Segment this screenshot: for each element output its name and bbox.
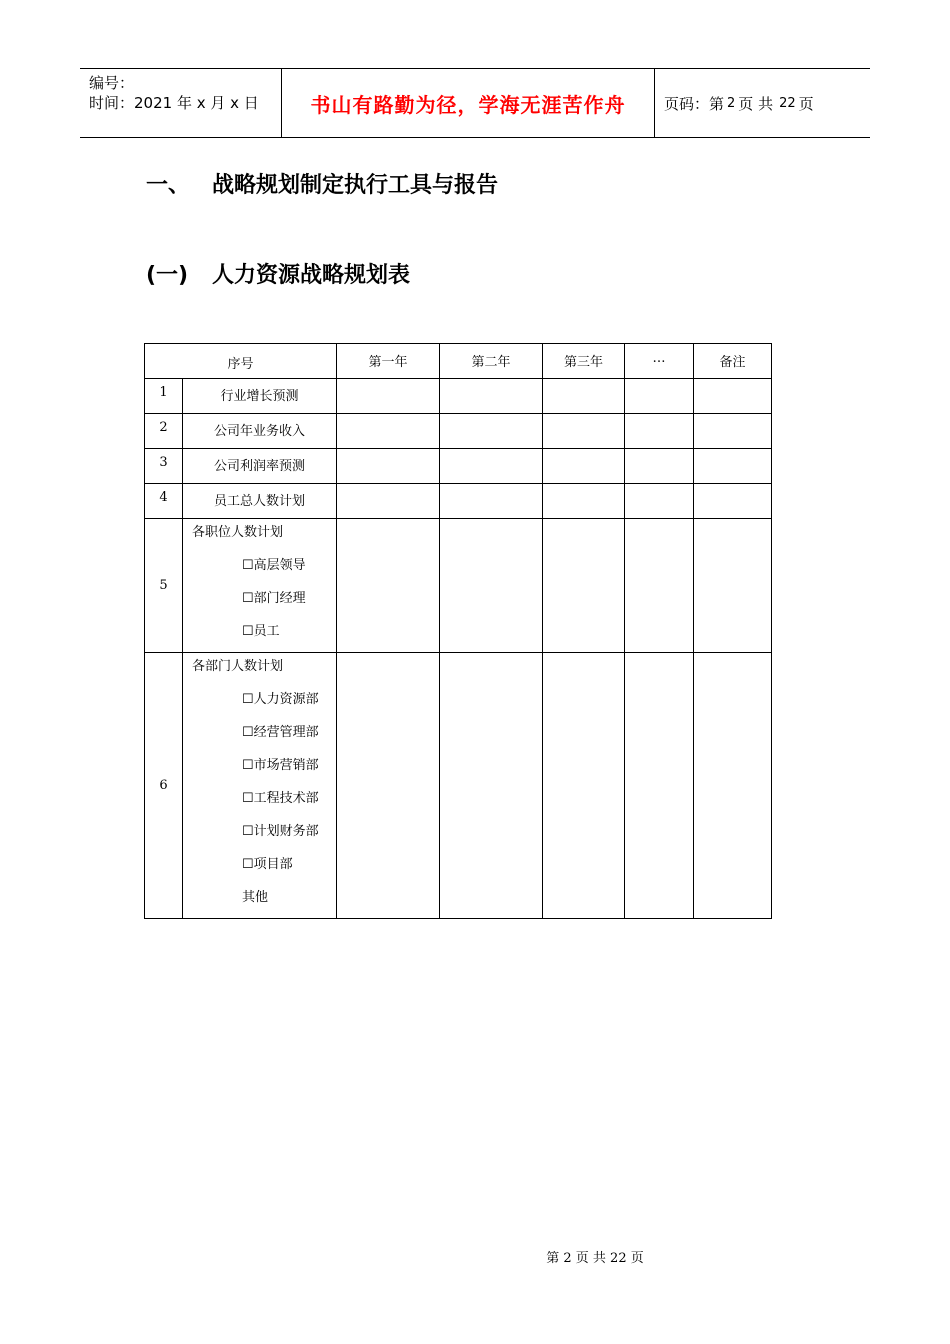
table-row-group [145,653,772,919]
header-divider [654,69,655,137]
table-row-group [145,519,772,653]
table-header-row [145,344,772,379]
subsection-heading [146,258,410,289]
cell-year1[interactable] [337,519,440,653]
checkbox-item[interactable]: ☐员工 [242,624,280,639]
cell-year1[interactable] [337,484,440,519]
group-title: 各职位人数计划 [192,525,284,540]
table-row [145,449,772,484]
cell-remarks[interactable] [694,379,772,414]
cell-year3[interactable] [543,653,625,919]
row-item: 公司年业务收入 [183,414,337,449]
header-cell-seq: 序号 [145,344,337,379]
row-number: 2 [145,414,183,449]
checkbox-item[interactable]: ☐部门经理 [242,591,306,606]
header-cell-ellipsis: … [625,344,694,379]
cell-year2[interactable] [440,379,543,414]
checkbox-item[interactable]: ☐经营管理部 [242,725,319,740]
row-number: 6 [145,653,183,919]
cell-more[interactable] [625,484,694,519]
header-cell-remarks: 备注 [694,344,772,379]
cell-more[interactable] [625,414,694,449]
cell-year3[interactable] [543,519,625,653]
row-item: 公司利润率预测 [183,449,337,484]
checkbox-item[interactable]: ☐人力资源部 [242,692,319,707]
cell-year2[interactable] [440,519,543,653]
cell-remarks[interactable] [694,653,772,919]
cell-more[interactable] [625,449,694,484]
cell-remarks[interactable] [694,519,772,653]
cell-year1[interactable] [337,414,440,449]
table-row [145,379,772,414]
checkbox-item[interactable]: ☐市场营销部 [242,758,319,773]
hr-strategy-table [144,343,772,919]
cell-year3[interactable] [543,414,625,449]
checkbox-item[interactable]: ☐项目部 [242,857,293,872]
cell-year2[interactable] [440,484,543,519]
cell-year1[interactable] [337,653,440,919]
row-number: 5 [145,519,183,653]
group-title: 各部门人数计划 [192,659,284,674]
header-meta [89,73,259,113]
row-number: 1 [145,379,183,414]
table-row [145,484,772,519]
cell-remarks[interactable] [694,414,772,449]
header-motto: 书山有路勤为径，学海无涯苦作舟 [310,92,626,117]
page-suffix: 页 [798,94,814,113]
cell-more[interactable] [625,519,694,653]
page-header [80,68,870,138]
cell-remarks[interactable] [694,449,772,484]
row-item: 行业增长预测 [183,379,337,414]
cell-more[interactable] [625,379,694,414]
cell-year3[interactable] [543,379,625,414]
cell-year2[interactable] [440,653,543,919]
header-cell-year2: 第二年 [440,344,543,379]
cell-year1[interactable] [337,449,440,484]
table-row [145,414,772,449]
cell-remarks[interactable] [694,484,772,519]
cell-year3[interactable] [543,449,625,484]
section-marker: 一、 [146,173,191,198]
document-date: 时间：2021 年 x 月 x 日 [89,94,259,112]
row-number: 4 [145,484,183,519]
page-current: 2 [727,95,736,111]
group-item-departments [183,653,337,919]
page-footer: 第 2 页 共 22 页 [546,1251,644,1266]
header-page-info [664,69,814,137]
page-mid: 页 共 [738,94,774,113]
row-number: 3 [145,449,183,484]
checkbox-item[interactable]: ☐高层领导 [242,558,306,573]
other-item: 其他 [242,890,269,905]
subsection-marker: (一) [146,263,189,288]
cell-more[interactable] [625,653,694,919]
header-cell-year3: 第三年 [543,344,625,379]
page-total: 22 [779,95,796,111]
section-heading [146,168,498,199]
page-prefix: 页码：第 [664,94,725,113]
cell-year2[interactable] [440,414,543,449]
section-title: 战略规划制定执行工具与报告 [212,173,499,198]
document-number-label: 编号： [89,74,135,92]
checkbox-item[interactable]: ☐工程技术部 [242,791,319,806]
checkbox-item[interactable]: ☐计划财务部 [242,824,319,839]
group-item-positions [183,519,337,653]
cell-year3[interactable] [543,484,625,519]
row-item: 员工总人数计划 [183,484,337,519]
cell-year1[interactable] [337,379,440,414]
cell-year2[interactable] [440,449,543,484]
subsection-title: 人力资源战略规划表 [212,263,411,288]
header-cell-year1: 第一年 [337,344,440,379]
